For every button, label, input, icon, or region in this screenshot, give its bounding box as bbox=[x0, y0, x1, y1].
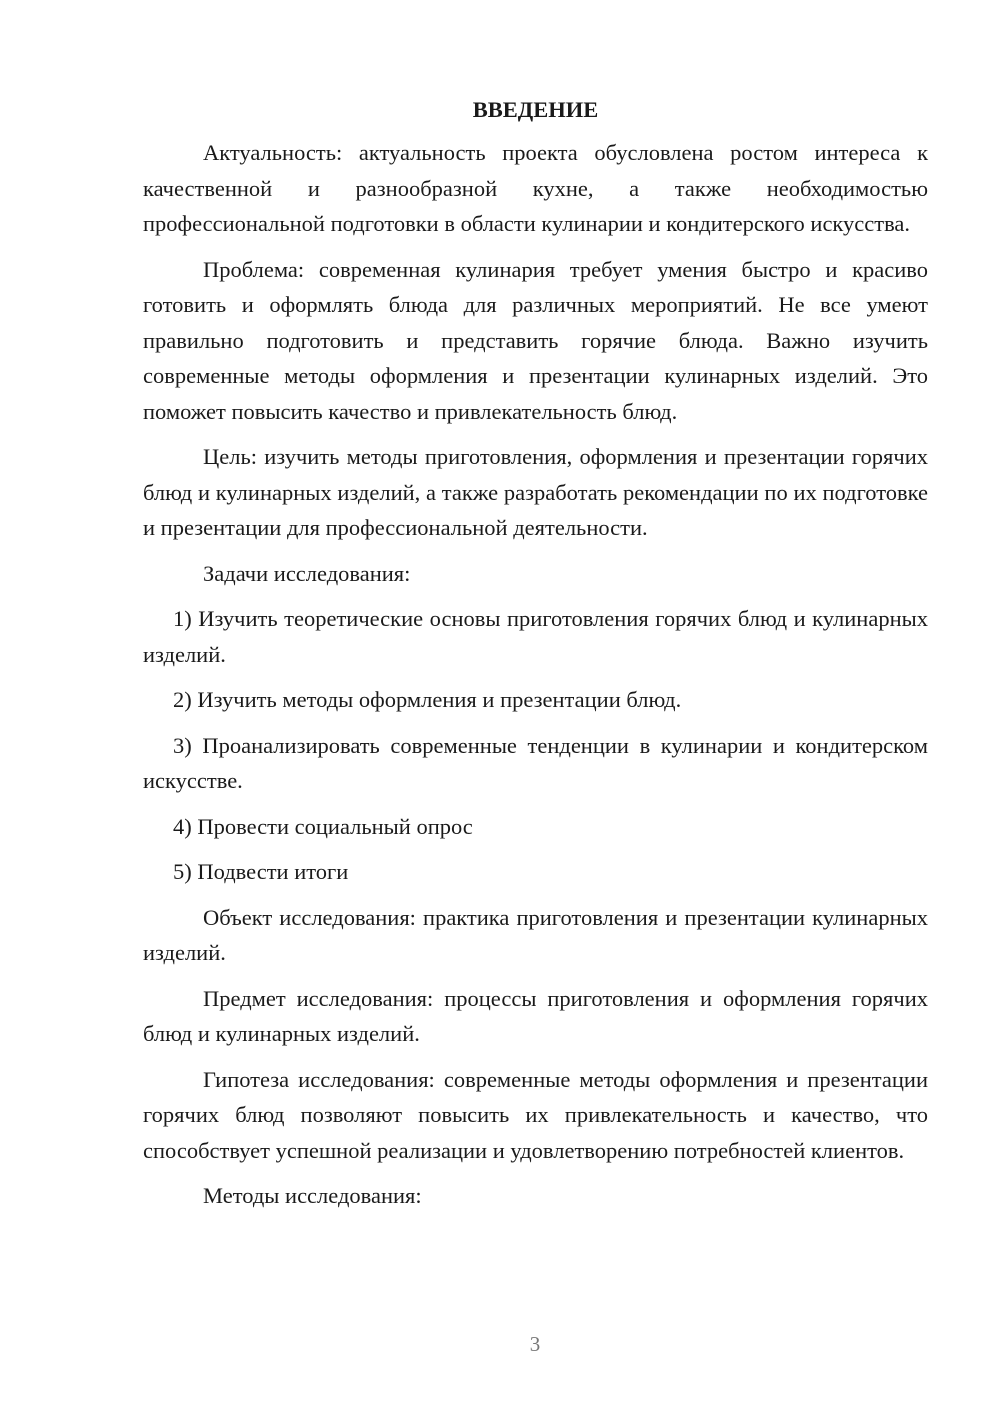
paragraph-tasks-heading: Задачи исследования: bbox=[203, 560, 411, 586]
task-item-3: 3) Проанализировать современные тенденции в кулинарии и кондитерском искусстве. bbox=[143, 732, 928, 793]
paragraph-hypothesis: Гипотеза исследования: современные методы оформления и презентации горячих блюд позволяют повысить их привлекательность и качество, что способствует успешной реализации и удовлетворению потребностей клиентов. bbox=[143, 1066, 928, 1163]
paragraph-goal: Цель: изучить методы приготовления, оформления и презентации горячих блюд и кулинарных изделий, а также разработать рекомендации по их подготовке и презентации для профессиональной деятельности. bbox=[143, 444, 928, 540]
page-content bbox=[143, 95, 928, 1224]
task-item-1: 1) Изучить теоретические основы приготовления горячих блюд и кулинарных изделий. bbox=[143, 606, 928, 667]
task-item-5: 5) Подвести итоги bbox=[173, 859, 349, 884]
task-item-2: 2) Изучить методы оформления и презентации блюд. bbox=[173, 687, 682, 712]
task-item-4: 4) Провести социальный опрос bbox=[173, 813, 473, 839]
section-title: ВВЕДЕНИЕ bbox=[472, 97, 599, 122]
paragraph-object: Объект исследования: практика приготовления и презентации кулинарных изделий. bbox=[143, 904, 928, 965]
page-number: 3 bbox=[529, 1332, 541, 1356]
paragraph-problem: Проблема: современная кулинария требует умения быстро и красиво готовить и оформлять блюда для различных мероприятий. Не все умеют правильно подготовить и представить горячие блюда. Важно изучить современные методы оформления и презентации кулинарных изделий. Это поможет повысить качество и привлекательность блюд. bbox=[143, 256, 928, 424]
paragraph-methods: Методы исследования: bbox=[203, 1183, 422, 1208]
paragraph-subject: Предмет исследования: процессы приготовления и оформления горячих блюд и кулинарных изделий. bbox=[143, 985, 928, 1046]
paragraph-relevance: Актуальность: актуальность проекта обусловлена ростом интереса к качественной и разнообразной кухне, а также необходимостью профессиональной подготовки в области кулинарии и кондитерского искусства. bbox=[143, 140, 928, 236]
